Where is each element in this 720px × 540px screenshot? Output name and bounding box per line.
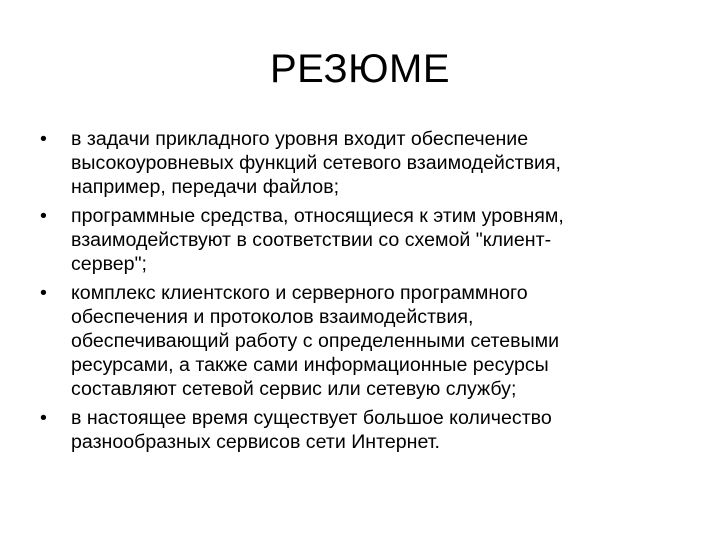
bullet-line: обеспечения и протоколов взаимодействия, (71, 306, 474, 328)
bullet-line: составляют сетевой сервис или сетевую службу; (71, 378, 517, 400)
bullet-line: обеспечивающий работу с определенными сетевыми (71, 330, 560, 352)
bullet-icon: • (40, 407, 47, 429)
bullet-line: в задачи прикладного уровня входит обеспечение (71, 128, 529, 150)
bullet-item-1 (40, 127, 690, 199)
bullet-line: сервер"; (71, 253, 147, 275)
bullet-line: ресурсами, а также сами информационные ресурсы (71, 354, 549, 376)
bullet-icon: • (40, 282, 47, 304)
bullet-list (40, 127, 690, 459)
bullet-line: комплекс клиентского и серверного программного (71, 282, 528, 304)
bullet-icon: • (40, 205, 47, 227)
bullet-item-4 (40, 406, 690, 454)
bullet-line: например, передачи файлов; (71, 176, 340, 198)
bullet-line: программные средства, относящиеся к этим уровням, (71, 205, 564, 227)
bullet-item-2 (40, 204, 690, 276)
bullet-line: высокоуровневых функций сетевого взаимодействия, (71, 152, 561, 174)
bullet-item-3 (40, 281, 690, 401)
bullet-line: взаимодействуют в соответствии со схемой "клиент- (71, 229, 552, 251)
bullet-icon: • (40, 128, 47, 150)
slide-title: РЕЗЮМЕ (269, 47, 451, 91)
bullet-line: в настоящее время существует большое количество (71, 407, 552, 429)
bullet-line: разнообразных сервисов сети Интернет. (71, 431, 440, 453)
